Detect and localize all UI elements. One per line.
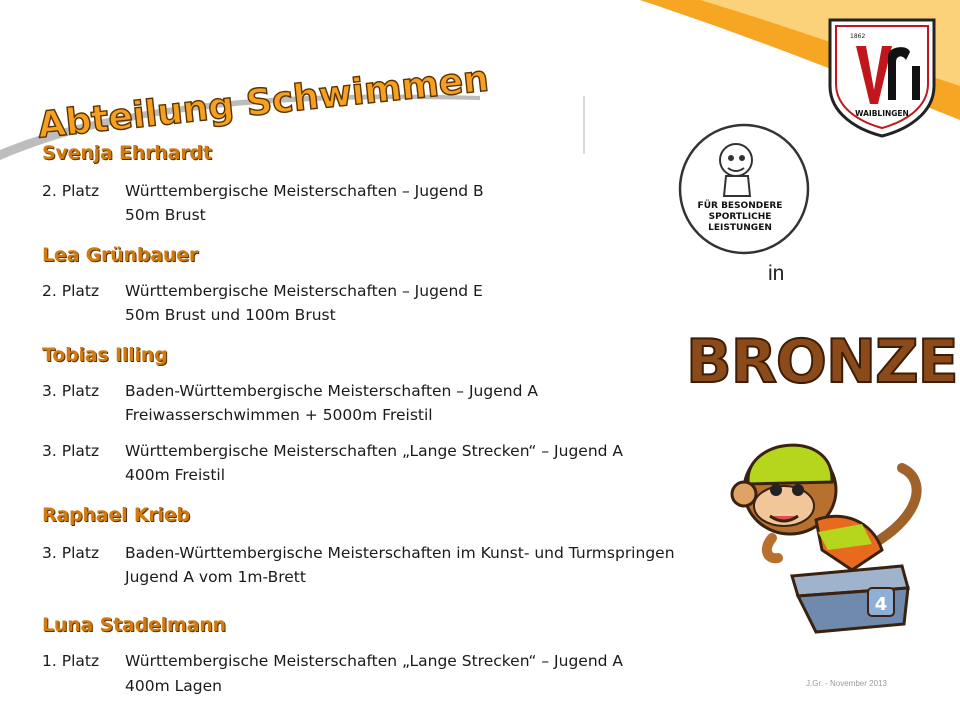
result-discipline: 400m Freistil (125, 466, 226, 484)
result-event: Württembergische Meisterschaften „Lange Strecken“ – Jugend A (125, 442, 624, 460)
medal-text-line2: SPORTLICHE (708, 212, 772, 222)
result-place: 3. Platz (42, 544, 100, 562)
in-label: in (768, 262, 785, 285)
result-event: Württembergische Meisterschaften „Lange Strecken“ – Jugend A (125, 652, 624, 670)
result-event: Baden-Württembergische Meisterschaften im Kunst- und Turmspringen (125, 544, 675, 562)
club-logo-text: WAIBLINGEN (855, 109, 909, 118)
athlete-name: Raphael Krieb (42, 504, 190, 526)
club-logo-year: 1862 (850, 33, 866, 40)
athlete-name: Tobias Illing (42, 344, 168, 366)
result-place: 2. Platz (42, 182, 100, 200)
medal-text-line3: LEISTUNGEN (708, 223, 772, 233)
result-place: 2. Platz (42, 282, 100, 300)
mascot-monkey-illustration (732, 420, 932, 640)
result-event: Württembergische Meisterschaften – Jugend B (125, 182, 484, 200)
page-title-text: Abteilung Schwimmen (35, 58, 491, 147)
footer-credit: J.Gr. - November 2013 (806, 679, 887, 688)
page-title (30, 58, 491, 147)
result-discipline: Jugend A vom 1m-Brett (125, 568, 306, 586)
bronze-label (682, 322, 958, 397)
svg-text:4: 4 (874, 594, 888, 615)
athlete-name: Luna Stadelmann (42, 614, 226, 636)
result-discipline: 50m Brust (125, 206, 206, 224)
club-logo (826, 16, 938, 138)
result-discipline: Freiwasserschwimmen + 5000m Freistil (125, 406, 433, 424)
athlete-name: Lea Grünbauer (42, 244, 199, 266)
divider-line (583, 96, 585, 154)
result-event: Württembergische Meisterschaften – Jugend E (125, 282, 483, 300)
athlete-name: Svenja Ehrhardt (42, 142, 212, 164)
bronze-text: BRONZE (686, 327, 958, 397)
award-medal-badge (676, 120, 812, 258)
result-discipline: 50m Brust und 100m Brust (125, 306, 336, 324)
result-place: 3. Platz (42, 442, 100, 460)
medal-text-line1: FÜR BESONDERE (697, 201, 783, 211)
result-event: Baden-Württembergische Meisterschaften – Jugend A (125, 382, 538, 400)
result-discipline: 400m Lagen (125, 677, 222, 695)
result-place: 1. Platz (42, 652, 100, 670)
result-place: 3. Platz (42, 382, 100, 400)
